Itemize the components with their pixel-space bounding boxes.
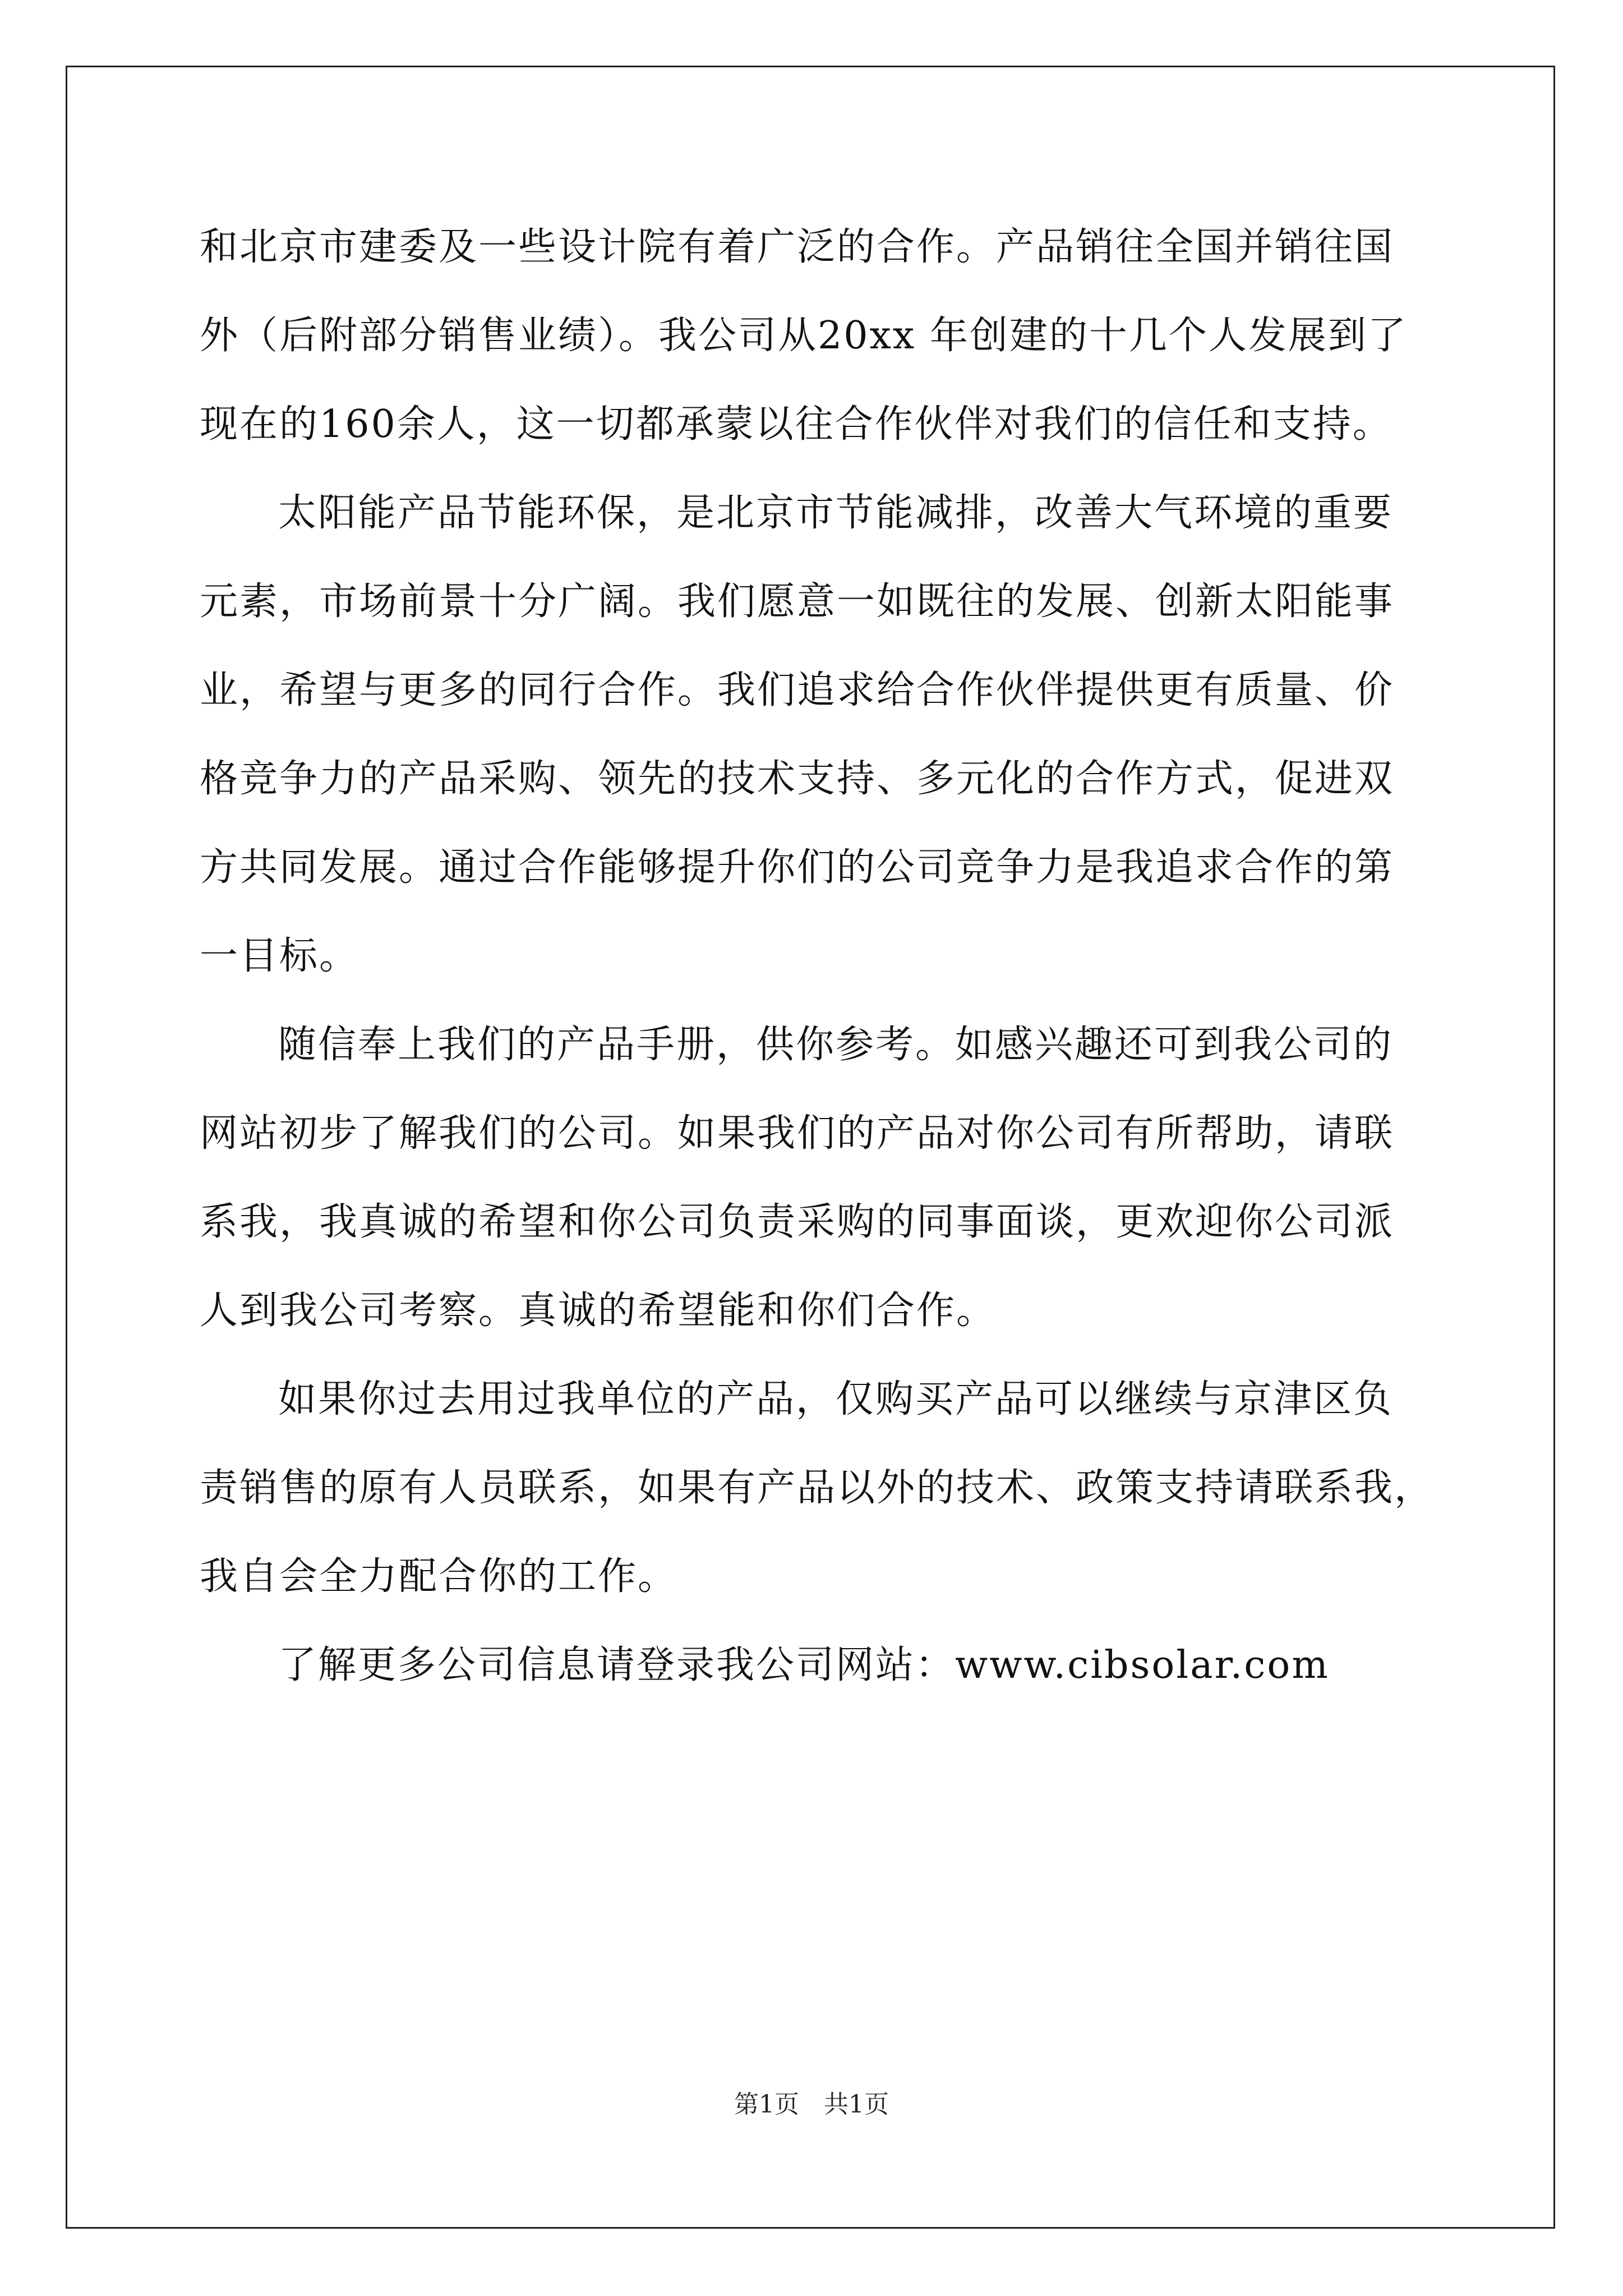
- paragraph-5: [200, 1621, 1440, 1710]
- page-footer: 第1页 共1页: [734, 2090, 889, 2119]
- paragraph-line: 了解更多公司信息请登录我公司网站：www.cibsolar.com: [278, 1643, 1330, 1687]
- paragraph-line: 外（后附部分销售业绩）。我公司从20xx 年创建的十几个人发展到了: [200, 314, 1408, 358]
- paragraph-line: 责销售的原有人员联系，如果有产品以外的技术、政策支持请联系我，: [200, 1466, 1435, 1510]
- paragraph-line: 业，希望与更多的同行合作。我们追求给合作伙伴提供更有质量、价: [200, 668, 1395, 712]
- paragraph-line: 一目标。: [200, 934, 359, 978]
- paragraph-line: 我自会全力配合你的工作。: [200, 1554, 678, 1599]
- paragraph-line: 网站初步了解我们的公司。如果我们的产品对你公司有所帮助，请联: [200, 1111, 1395, 1156]
- paragraph-line: 随信奉上我们的产品手册，供你参考。如感兴趣还可到我公司的: [278, 1023, 1394, 1067]
- paragraph-line: 方共同发展。通过合作能够提升你们的公司竞争力是我追求合作的第: [200, 845, 1395, 890]
- paragraph-line: 太阳能产品节能环保，是北京市节能减排，改善大气环境的重要: [278, 491, 1394, 535]
- paragraph-line: 元素，市场前景十分广阔。我们愿意一如既往的发展、创新太阳能事: [200, 579, 1395, 624]
- paragraph-1: [200, 203, 1440, 469]
- paragraph-line: 格竞争力的产品采购、领先的技术支持、多元化的合作方式，促进双: [200, 757, 1395, 801]
- paragraph-line: 人到我公司考察。真诚的希望能和你们合作。: [200, 1289, 997, 1333]
- paragraph-line: 系我，我真诚的希望和你公司负责采购的同事面谈，更欢迎你公司派: [200, 1200, 1395, 1244]
- paragraph-2: [200, 469, 1440, 1001]
- paragraph-4: [200, 1355, 1440, 1621]
- paragraph-3: [200, 1001, 1440, 1355]
- paragraph-line: 现在的160余人，这一切都承蒙以往合作伙伴对我们的信任和支持。: [200, 402, 1393, 447]
- paragraph-line: 如果你过去用过我单位的产品，仅购买产品可以继续与京津区负: [278, 1377, 1394, 1421]
- paragraph-line: 和北京市建委及一些设计院有着广泛的合作。产品销往全国并销往国: [200, 225, 1395, 269]
- letter-body: [200, 203, 1440, 1710]
